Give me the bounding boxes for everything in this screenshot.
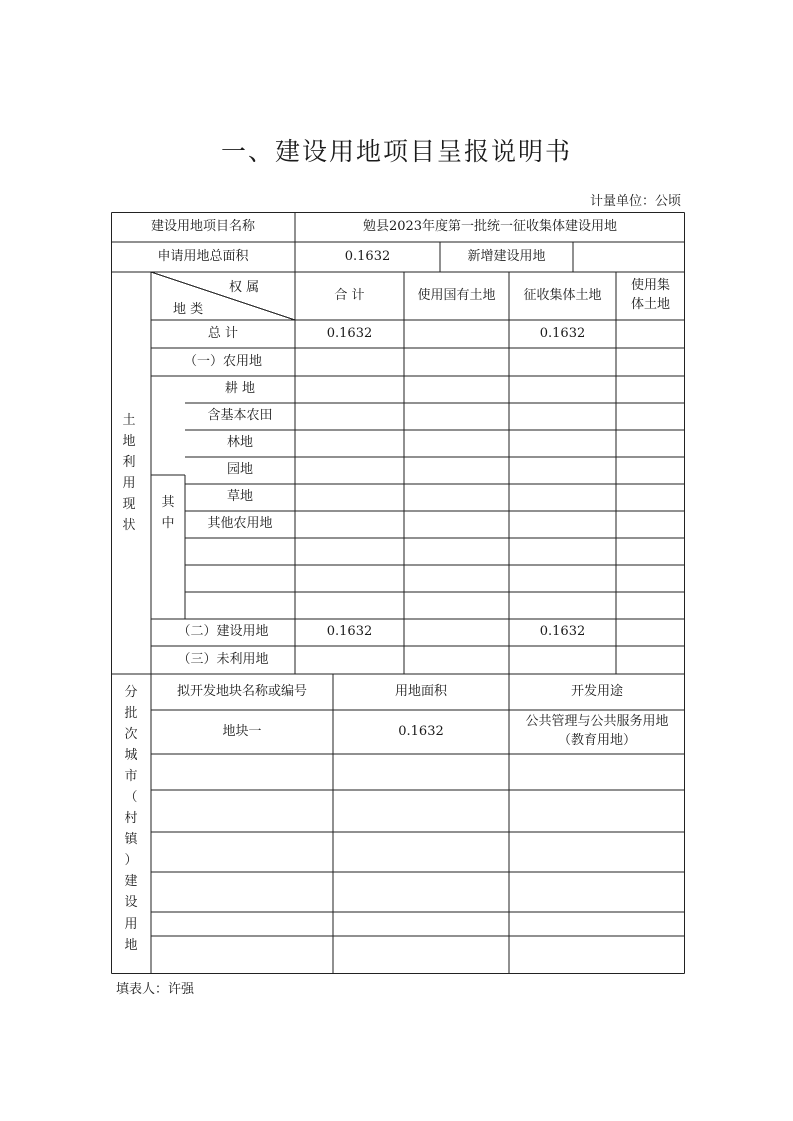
landuse-row-label: 含基本农田 [207, 408, 273, 424]
col-header-state-land: 使用国有土地 [417, 287, 496, 303]
landuse-row-value [616, 348, 685, 376]
landuse-row-label: （三）未利用地 [177, 651, 269, 667]
landuse-row-value [295, 538, 404, 565]
subitem-char: 中 [161, 516, 175, 532]
landuse-row-label [185, 592, 295, 619]
landuse-row-value [404, 565, 509, 592]
col-header-collective-line2: 体土地 [630, 297, 670, 312]
batch-header-area: 用地面积 [394, 683, 447, 699]
landuse-row-value [404, 592, 509, 619]
landuse-row-value [404, 511, 509, 538]
landuse-row-label [185, 538, 295, 565]
landuse-row-value [509, 457, 616, 484]
landuse-row-label: 园地 [226, 462, 253, 478]
col-header-collective-line1: 使用集 [630, 278, 670, 294]
batch-row-name [151, 936, 333, 974]
landuse-row-label: （二）建设用地 [177, 624, 269, 640]
batch-section-char: 村 [124, 811, 138, 827]
landuse-row-label: 林地 [226, 435, 253, 451]
landuse-row-value: 0.1632 [539, 624, 586, 640]
landuse-row-label: 其他农用地 [207, 516, 273, 532]
landuse-row-value [404, 348, 509, 376]
ownership-corner-label: 权 属 [229, 280, 260, 295]
landuse-row-value [404, 457, 509, 484]
measurement-unit: 计量单位：公顷 [589, 194, 681, 209]
landuse-row-label: （一）农用地 [183, 353, 262, 369]
batch-row-name: 地块一 [222, 723, 262, 739]
filled-by: 填表人：许强 [116, 982, 195, 997]
landuse-section-char: 利 [122, 455, 136, 471]
landuse-row-value [509, 430, 616, 457]
batch-row-area: 0.1632 [398, 723, 444, 739]
batch-section-char: 次 [124, 727, 138, 743]
total-area-value: 0.1632 [344, 248, 391, 264]
report-table [111, 212, 685, 974]
landuse-row-value [616, 511, 685, 538]
batch-section-char: 设 [124, 895, 138, 911]
batch-section-char: ） [124, 853, 138, 869]
page-title: 一、建设用地项目呈报说明书 [220, 137, 572, 166]
landuse-row-value [295, 403, 404, 430]
landtype-corner-label: 地 类 [173, 302, 204, 317]
landuse-section-char: 用 [122, 476, 136, 492]
landuse-row-value [295, 430, 404, 457]
landuse-row-value [616, 320, 685, 348]
batch-row-area [333, 872, 509, 912]
landuse-row-value [509, 538, 616, 565]
batch-section-char: 用 [124, 916, 138, 932]
new-construction-value [573, 242, 685, 272]
new-construction-label: 新增建设用地 [467, 248, 546, 264]
batch-section-char: 市 [124, 769, 138, 785]
landuse-row-value [509, 484, 616, 511]
landuse-section-label [119, 410, 139, 536]
landuse-row-value [616, 484, 685, 511]
batch-row-use-line: （教育用地） [557, 733, 636, 748]
batch-section-char: （ [124, 790, 138, 806]
total-area-label: 申请用地总面积 [157, 248, 249, 264]
landuse-section-char: 现 [122, 497, 136, 513]
landuse-row-value [616, 619, 685, 646]
batch-section-char: 地 [124, 937, 138, 953]
batch-row-use-line: 公共管理与公共服务用地 [525, 714, 669, 730]
landuse-row-value [295, 646, 404, 674]
landuse-row-value [404, 484, 509, 511]
landuse-row-value [616, 592, 685, 619]
batch-section-char: 分 [124, 685, 138, 700]
col-header-total: 合 计 [334, 287, 365, 303]
project-name-label: 建设用地项目名称 [150, 218, 255, 234]
batch-section-char: 镇 [124, 832, 138, 848]
batch-row-use [509, 754, 685, 790]
landuse-section-char: 地 [122, 434, 136, 450]
batch-row-use [509, 832, 685, 872]
landuse-row-value [404, 430, 509, 457]
landuse-row-value [509, 376, 616, 403]
landuse-row-label: 耕 地 [224, 381, 256, 397]
batch-section-char: 批 [124, 706, 138, 722]
batch-row-area [333, 912, 509, 936]
project-name-value: 勉县2023年度第一批统一征收集体建设用地 [362, 218, 618, 234]
landuse-row-label: 草地 [226, 489, 253, 505]
landuse-row-value [404, 646, 509, 674]
landuse-row-value [509, 348, 616, 376]
subitem-char: 其 [161, 495, 175, 510]
batch-row-area [333, 832, 509, 872]
batch-row-use [509, 936, 685, 974]
landuse-row-value [616, 376, 685, 403]
batch-row-area [333, 790, 509, 832]
batch-row-use [509, 912, 685, 936]
landuse-row-value [295, 565, 404, 592]
landuse-row-value [295, 592, 404, 619]
landuse-row-value [295, 348, 404, 376]
landuse-row-value [616, 403, 685, 430]
landuse-row-value [616, 430, 685, 457]
landuse-section-char: 状 [122, 518, 136, 534]
landuse-row-value [509, 592, 616, 619]
landuse-row-value [404, 320, 509, 348]
batch-section-char: 建 [124, 874, 138, 890]
landuse-row-value [404, 403, 509, 430]
batch-row-name [151, 832, 333, 872]
landuse-row-value [509, 565, 616, 592]
batch-row-use [509, 710, 685, 754]
landuse-row-value [509, 403, 616, 430]
col-header-collective [616, 272, 685, 320]
batch-row-name [151, 912, 333, 936]
batch-section-label [121, 682, 141, 956]
batch-row-area [333, 754, 509, 790]
landuse-row-value [509, 646, 616, 674]
batch-row-name [151, 872, 333, 912]
landuse-row-value [295, 484, 404, 511]
subitem-label [158, 492, 178, 534]
landuse-section-char: 土 [122, 413, 136, 428]
landuse-row-value [295, 457, 404, 484]
landuse-row-label: 总 计 [207, 325, 239, 341]
landuse-row-value: 0.1632 [326, 325, 373, 341]
batch-row-name [151, 790, 333, 832]
batch-header-use: 开发用途 [570, 683, 623, 699]
landuse-row-value: 0.1632 [326, 624, 373, 640]
landuse-row-value: 0.1632 [539, 325, 586, 341]
landuse-row-value [404, 538, 509, 565]
landuse-row-value [616, 646, 685, 674]
batch-row-use [509, 872, 685, 912]
landuse-row-value [509, 511, 616, 538]
batch-row-use [509, 790, 685, 832]
landuse-row-value [616, 565, 685, 592]
landuse-row-value [404, 619, 509, 646]
col-header-expropriated: 征收集体土地 [523, 287, 602, 303]
batch-header-name: 拟开发地块名称或编号 [176, 683, 307, 699]
landuse-row-value [616, 538, 685, 565]
landuse-row-label [185, 565, 295, 592]
batch-row-name [151, 754, 333, 790]
landuse-row-value [616, 457, 685, 484]
batch-section-char: 城 [124, 748, 138, 764]
landuse-row-value [295, 376, 404, 403]
landuse-row-value [295, 511, 404, 538]
batch-row-area [333, 936, 509, 974]
landuse-row-value [404, 376, 509, 403]
